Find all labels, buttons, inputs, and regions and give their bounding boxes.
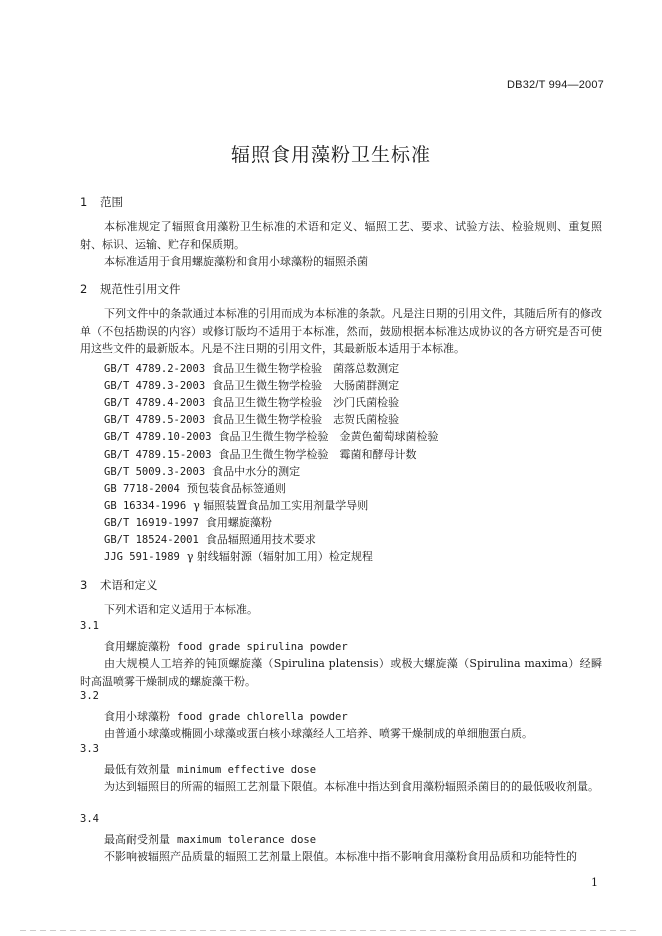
section-3-heading [80, 577, 158, 593]
reference-name: 预包装食品标签通则 [186, 481, 286, 495]
section-number: 3 [80, 578, 88, 592]
reference-name: 食用螺旋藻粉 [205, 515, 272, 529]
scan-artifact-line [20, 930, 640, 931]
reference-item [104, 463, 300, 479]
term-definition: 不影响被辐照产品质量的辐照工艺剂量上限值。本标准中指不影响食用藻粉食用品质和功能特性的 [104, 850, 577, 863]
reference-item [104, 377, 399, 393]
normative-intro: 下列文件中的条款通过本标准的引用而成为本标准的条款。凡是注日期的引用文件，其随后所有的修改单（不包括勘误的内容）或修订版均不适用于本标准，然而，鼓励根据本标准达成协议的各方研究是否可使用这些文件的最新版本。凡是不注日期的引用文件，其最新版本适用于本标准。 [80, 307, 602, 355]
reference-code: GB/T 16919-1997 [104, 516, 199, 529]
term-chinese: 食用螺旋藻粉 [104, 640, 170, 653]
term-title [104, 761, 316, 777]
reference-code: GB 7718-2004 [104, 482, 180, 495]
term-number: 3.1 [80, 620, 99, 632]
document-title: 辐照食用藻粉卫生标准 [230, 144, 431, 166]
term-number: 3.2 [80, 690, 99, 702]
reference-name: γ 辐照装置食品加工实用剂量学导则 [193, 498, 369, 512]
reference-item [104, 394, 399, 410]
section-title: 术语和定义 [100, 578, 158, 592]
reference-item [104, 531, 316, 547]
reference-item [104, 360, 399, 376]
section-2-heading [80, 281, 181, 297]
document-number: DB32/T 994—2007 [507, 79, 604, 91]
term-english: food grade spirulina powder [177, 641, 348, 653]
section-number: 2 [80, 282, 88, 296]
scope-paragraph-2: 本标准适用于食用螺旋藻粉和食用小球藻粉的辐照杀菌 [104, 255, 368, 268]
reference-name: 食品卫生微生物学检验 沙门氏菌检验 [212, 396, 400, 410]
section-title: 规范性引用文件 [100, 282, 181, 296]
term-title [104, 638, 348, 654]
reference-name: 食品辐照通用技术要求 [205, 533, 316, 546]
reference-code: GB/T 4789.3-2003 [104, 380, 206, 393]
section-title: 范围 [100, 195, 123, 209]
reference-item [104, 514, 272, 530]
reference-item [104, 548, 373, 564]
term-definition: 由普通小球藻或椭圆小球藻或蛋白核小球藻经人工培养、喷雾干燥制成的单细胞蛋白质。 [104, 727, 533, 740]
reference-code: GB/T 4789.2-2003 [104, 363, 206, 375]
reference-name: γ 射线辐射源（辐射加工用）检定规程 [186, 550, 373, 564]
term-english: food grade chlorella powder [177, 711, 348, 723]
reference-name: 食品卫生微生物学检验 金黄色葡萄球菌检验 [218, 430, 439, 444]
section-1-heading [80, 194, 123, 210]
reference-item [104, 497, 368, 513]
reference-code: GB/T 18524-2001 [104, 534, 199, 546]
term-title [104, 831, 316, 847]
scope-paragraph-1: 本标准规定了辐照食用藻粉卫生标准的术语和定义、辐照工艺、要求、试验方法、检验规则、重复照射、标识、运输、贮存和保质期。 [80, 220, 602, 251]
term-number: 3.3 [80, 743, 99, 755]
page-number: 1 [591, 876, 598, 889]
term-title [104, 708, 348, 724]
term-number: 3.4 [80, 813, 99, 825]
reference-name: 食品卫生微生物学检验 大肠菌群测定 [212, 379, 400, 393]
reference-code: GB/T 5009.3-2003 [104, 465, 206, 478]
reference-name: 食品中水分的测定 [212, 464, 301, 478]
reference-name: 食品卫生微生物学检验 志贺氏菌检验 [212, 413, 400, 427]
reference-code: GB/T 4789.4-2003 [104, 397, 206, 410]
term-english: maximum tolerance dose [177, 834, 317, 846]
reference-item [104, 446, 416, 462]
term-chinese: 最高耐受剂量 [104, 833, 170, 846]
term-chinese: 食用小球藻粉 [104, 710, 170, 723]
terms-intro: 下列术语和定义适用于本标准。 [104, 603, 258, 616]
reference-code: GB/T 4789.5-2003 [104, 414, 206, 427]
reference-code: GB/T 4789.15-2003 [104, 448, 212, 461]
term-english: minimum effective dose [177, 764, 317, 776]
reference-item [104, 411, 399, 427]
reference-name: 食品卫生微生物学检验 菌落总数测定 [212, 362, 400, 375]
term-definition: 为达到辐照目的所需的辐照工艺剂量下限值。本标准中指达到食用藻粉辐照杀菌目的的最低吸收剂量。 [104, 780, 599, 793]
reference-code: JJG 591-1989 [104, 551, 180, 564]
reference-item [104, 480, 286, 496]
reference-name: 食品卫生微生物学检验 霉菌和酵母计数 [218, 447, 417, 461]
term-chinese: 最低有效剂量 [104, 763, 170, 776]
reference-code: GB/T 4789.10-2003 [104, 431, 212, 444]
reference-code: GB 16334-1996 [104, 499, 187, 512]
term-definition: 由大规模人工培养的钝顶螺旋藻（Spirulina platensis）或极大螺旋藻（Spirulina maxima）经瞬时高温喷雾干燥制成的螺旋藻干粉。 [80, 657, 602, 688]
reference-item [104, 428, 438, 444]
section-number: 1 [80, 195, 88, 209]
